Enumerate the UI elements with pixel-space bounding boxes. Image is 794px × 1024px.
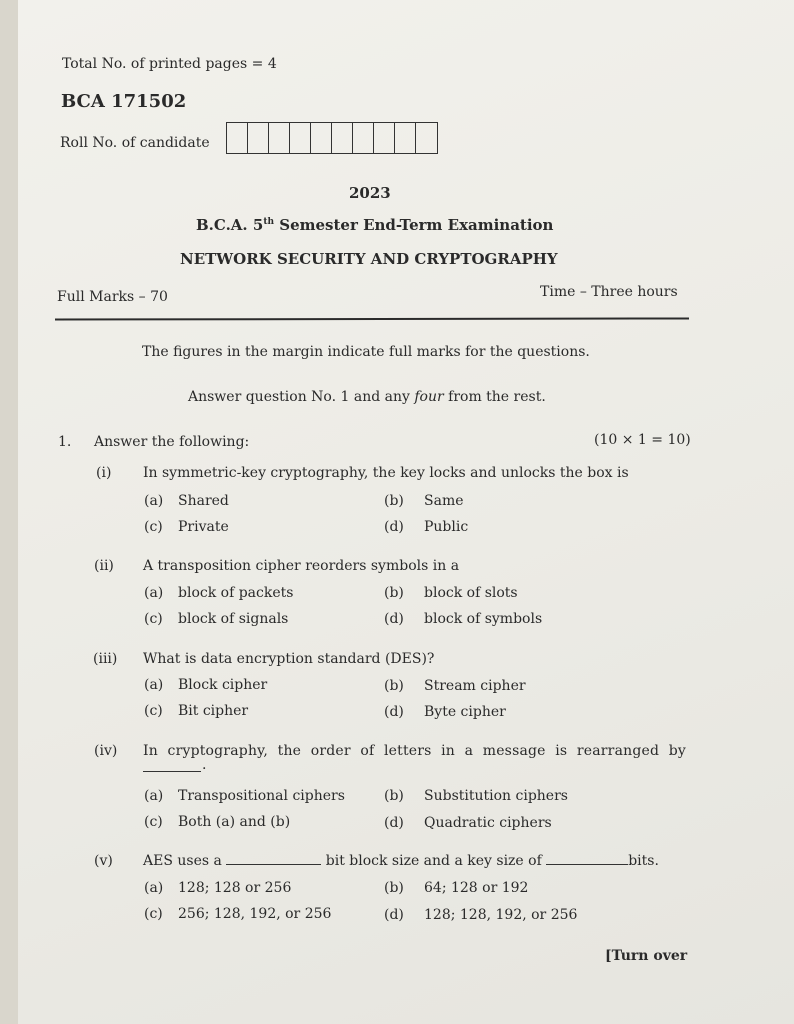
option-text: block of slots	[424, 585, 518, 601]
option-text: block of signals	[178, 611, 289, 627]
option-label: (d)	[384, 519, 404, 535]
option-label: (b)	[384, 880, 404, 896]
subq-num: (i)	[96, 465, 112, 481]
option-text: block of packets	[178, 585, 294, 601]
option-label: (a)	[144, 677, 164, 693]
question-number: 1.	[58, 434, 72, 450]
subq-num: (v)	[94, 853, 113, 869]
option-text: Private	[178, 519, 229, 535]
option-text: 256; 128, 192, or 256	[178, 906, 332, 922]
question-text: Answer the following:	[94, 434, 250, 450]
answer-blank[interactable]	[143, 771, 201, 772]
time-allowed: Time – Three hours	[540, 284, 678, 300]
subject-title: NETWORK SECURITY AND CRYPTOGRAPHY	[180, 250, 558, 268]
option-text: Same	[424, 493, 464, 509]
option-text: Quadratic ciphers	[424, 815, 552, 831]
option-label: (c)	[144, 611, 163, 627]
option-label: (d)	[384, 907, 404, 923]
option-text: 128; 128, 192, or 256	[424, 907, 578, 923]
option-label: (d)	[384, 815, 404, 831]
question-marks: (10 × 1 = 10)	[594, 432, 691, 448]
subq-text: AES uses a bit block size and a key size of bits.	[143, 853, 659, 869]
option-label: (b)	[384, 585, 404, 601]
blank-period: .	[202, 757, 207, 773]
option-text: 64; 128 or 192	[424, 880, 529, 896]
option-label: (d)	[384, 704, 404, 720]
option-label: (b)	[384, 493, 404, 509]
option-text: Block cipher	[178, 677, 268, 693]
subq-num: (iii)	[93, 651, 118, 667]
subq-text: A transposition cipher reorders symbols in a	[143, 558, 460, 574]
roll-label: Roll No. of candidate	[60, 135, 210, 151]
option-label: (a)	[144, 880, 164, 896]
answer-blank[interactable]	[226, 863, 321, 865]
option-text: Transpositional ciphers	[178, 788, 345, 804]
printed-pages: Total No. of printed pages = 4	[62, 56, 277, 72]
option-label: (c)	[144, 814, 163, 830]
subq-text: In cryptography, the order of letters in a message is rearranged by	[143, 743, 686, 759]
subq-text: In symmetric-key cryptography, the key locks and unlocks the box is	[143, 465, 629, 481]
option-text: Both (a) and (b)	[178, 814, 291, 830]
subq-num: (ii)	[94, 558, 114, 574]
option-text: block of symbols	[424, 611, 543, 627]
option-label: (a)	[144, 788, 164, 804]
option-text: Bit cipher	[178, 703, 249, 719]
turn-over: [Turn over	[605, 948, 688, 964]
answer-blank[interactable]	[546, 863, 628, 865]
option-text: Public	[424, 519, 469, 535]
option-text: Stream cipher	[424, 678, 526, 694]
option-label: (b)	[384, 678, 404, 694]
option-text: 128; 128 or 256	[178, 880, 292, 896]
paper-code: BCA 171502	[61, 91, 187, 112]
full-marks: Full Marks – 70	[57, 289, 168, 305]
option-label: (c)	[144, 519, 163, 535]
subq-text: What is data encryption standard (DES)?	[143, 651, 435, 667]
option-label: (a)	[144, 585, 164, 601]
exam-title: B.C.A. 5th Semester End-Term Examination	[196, 216, 554, 234]
option-label: (c)	[144, 906, 163, 922]
option-label: (d)	[384, 611, 404, 627]
option-text: Substitution ciphers	[424, 788, 568, 804]
option-text: Shared	[178, 493, 229, 509]
option-text: Byte cipher	[424, 704, 506, 720]
roll-number-boxes[interactable]	[226, 122, 438, 154]
instruction-answer: Answer question No. 1 and any four from the rest.	[188, 389, 546, 405]
instruction-marks: The figures in the margin indicate full marks for the questions.	[142, 344, 590, 360]
exam-year: 2023	[349, 184, 391, 202]
option-label: (b)	[384, 788, 404, 804]
option-label: (c)	[144, 703, 163, 719]
option-label: (a)	[144, 493, 164, 509]
subq-num: (iv)	[94, 743, 118, 759]
